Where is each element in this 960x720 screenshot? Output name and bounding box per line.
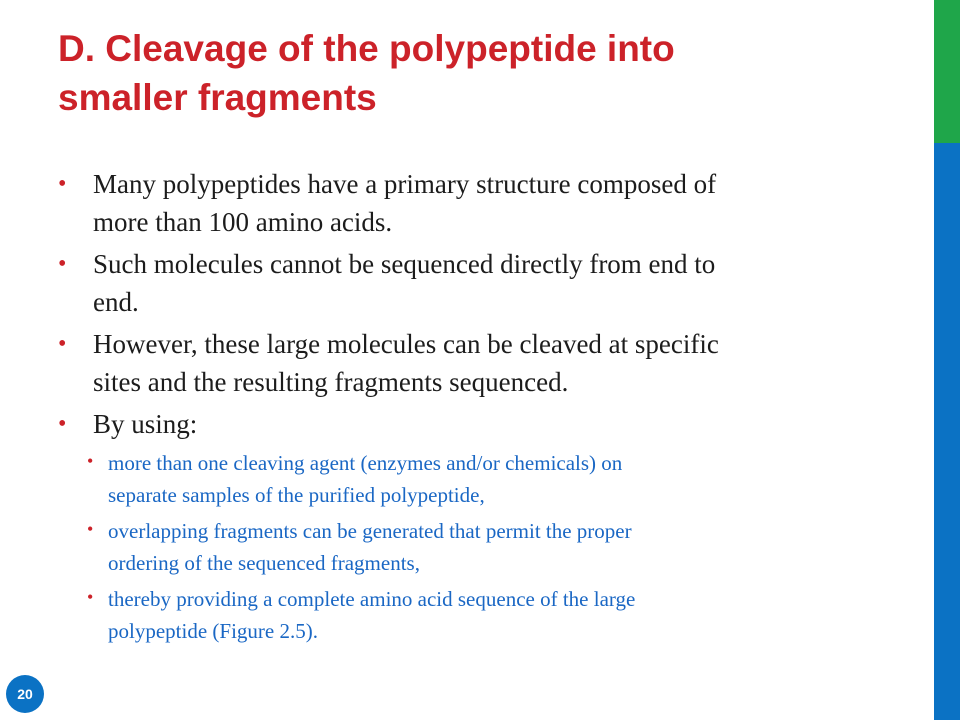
bullet-dot-icon: • — [58, 411, 67, 437]
sub-bullet-item — [87, 447, 908, 511]
bullet-text: sites and the resulting fragments sequenced. — [93, 367, 569, 397]
bullet-text: Such molecules cannot be sequenced directly from end to — [93, 249, 716, 279]
sub-bullet-text: more than one cleaving agent (enzymes and/or chemicals) on — [108, 451, 623, 475]
bullet-dot-icon: • — [58, 331, 67, 357]
bullet-text: By using: — [93, 409, 198, 439]
title-line: D. Cleavage of the polypeptide into — [58, 28, 675, 69]
bullet-text: However, these large molecules can be cleaved at specific — [93, 329, 719, 359]
side-accent-bar-green — [934, 0, 960, 143]
bullet-item — [58, 325, 908, 401]
bullet-text: end. — [93, 287, 139, 317]
sub-bullet-item — [87, 515, 908, 579]
bullet-dot-icon: • — [58, 171, 67, 197]
title-line: smaller fragments — [58, 77, 377, 118]
sub-bullet-text: separate samples of the purified polypeptide, — [108, 483, 485, 507]
sub-bullet-dot-icon: • — [87, 451, 94, 471]
bullet-dot-icon: • — [58, 251, 67, 277]
sub-bullet-item — [87, 583, 908, 647]
bullet-text: Many polypeptides have a primary structure composed of — [93, 169, 717, 199]
bullet-item — [58, 245, 908, 321]
page-number-badge: 20 — [6, 675, 44, 713]
slide-title — [58, 24, 918, 122]
sub-bullet-text: ordering of the sequenced fragments, — [108, 551, 420, 575]
sub-bullet-text: overlapping fragments can be generated that permit the proper — [108, 519, 632, 543]
sub-bullet-text: thereby providing a complete amino acid sequence of the large — [108, 587, 636, 611]
sub-bullet-dot-icon: • — [87, 519, 94, 539]
bullet-item — [58, 405, 908, 443]
sub-bullet-text: polypeptide (Figure 2.5). — [108, 619, 318, 643]
side-accent-bar-blue — [934, 143, 960, 720]
bullet-item — [58, 165, 908, 241]
bullet-list — [58, 165, 908, 651]
sub-bullet-list — [87, 447, 908, 647]
sub-bullet-dot-icon: • — [87, 587, 94, 607]
bullet-text: more than 100 amino acids. — [93, 207, 393, 237]
